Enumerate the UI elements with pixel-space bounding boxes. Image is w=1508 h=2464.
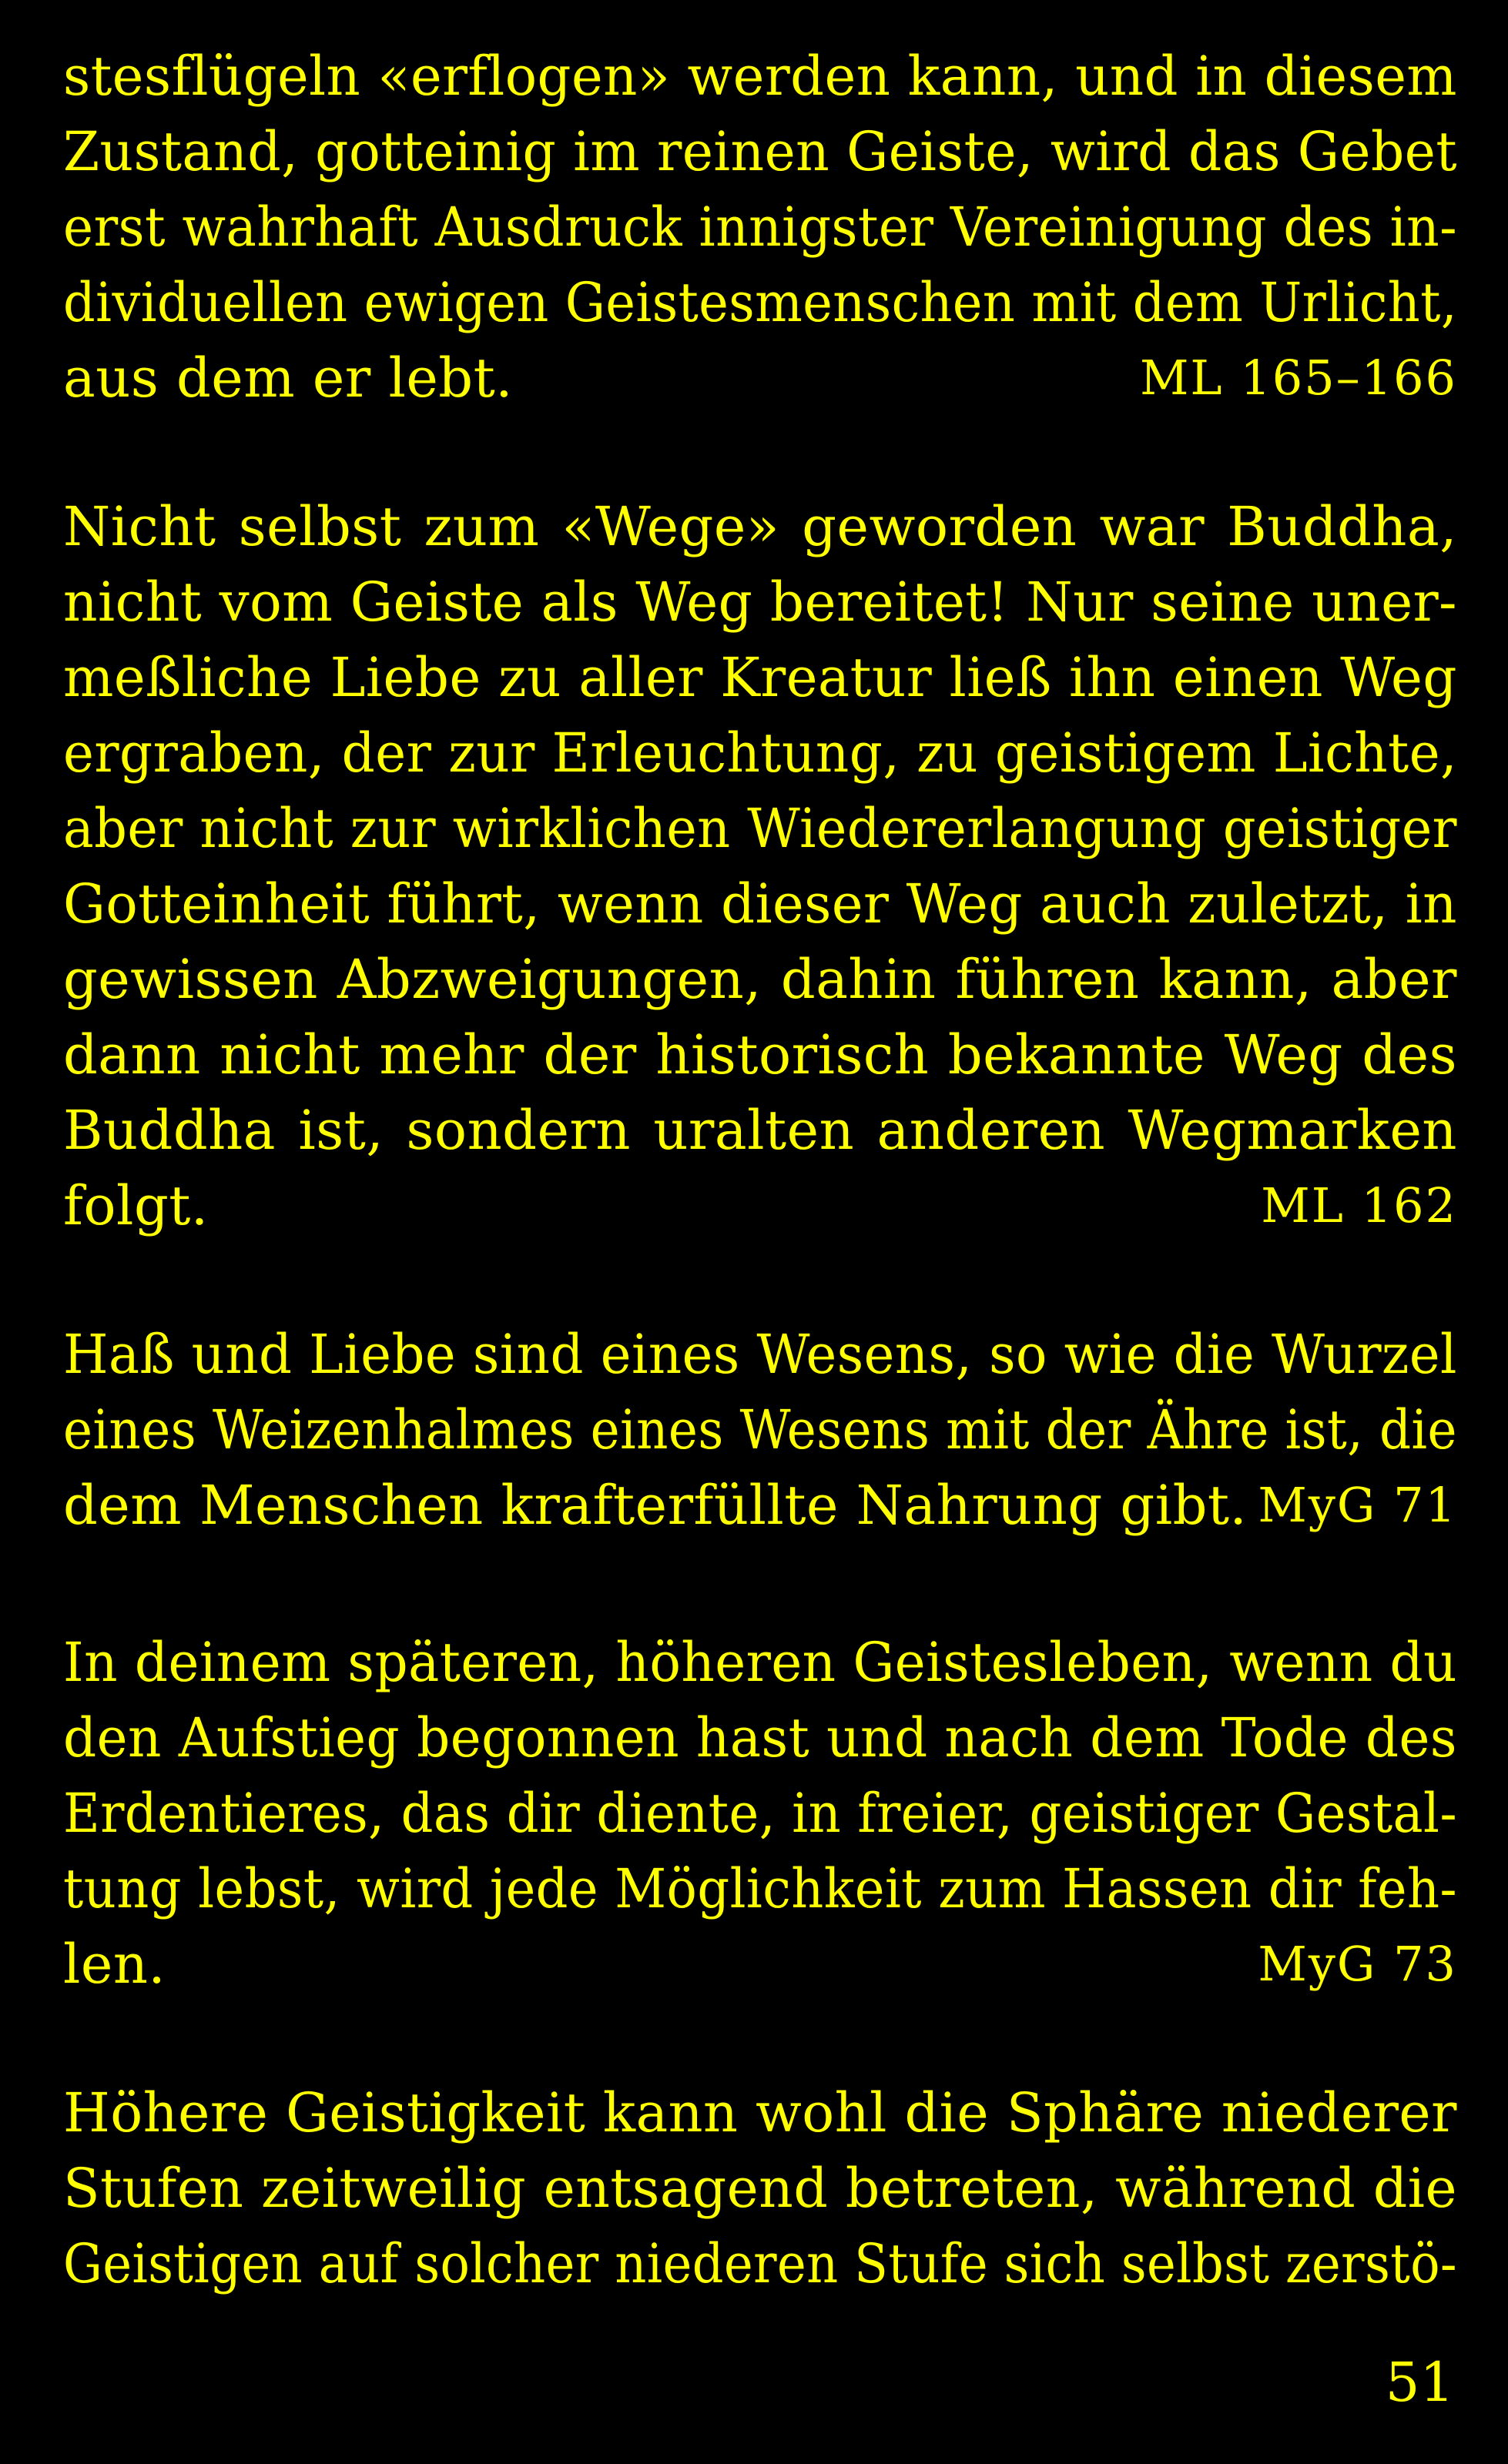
text-line: Stufen zeitweilig entsagend betreten, während die [63, 2157, 1457, 2220]
paragraph-1 [63, 38, 1457, 416]
text-line: meßliche Liebe zu aller Kreatur ließ ihn einen Weg [63, 646, 1457, 709]
text-line-last [63, 1468, 1457, 1543]
text-line: Nicht selbst zum «Wege» geworden war Buddha, [63, 495, 1457, 558]
paragraph-2 [63, 489, 1457, 1244]
text-line: Buddha ist, sondern uralten anderen Wegmarken [63, 1099, 1457, 1162]
text-line: dann nicht mehr der historisch bekannte Weg des [63, 1023, 1457, 1086]
text-line-content: folgt. [63, 1174, 209, 1237]
text-line: tung lebst, wird jede Möglichkeit zum Hassen dir feh- [63, 1857, 1457, 1920]
source-reference: ML 162 [1261, 1177, 1457, 1234]
source-reference: MyG 73 [1258, 1936, 1457, 1992]
text-line: In deinem späteren, höheren Geistesleben, wenn du [63, 1631, 1457, 1694]
text-line: nicht vom Geiste als Weg bereitet! Nur seine uner- [63, 571, 1457, 634]
text-line: Gotteinheit führt, wenn dieser Weg auch zuletzt, in [63, 872, 1457, 936]
text-line: stesflügeln «erflogen» werden kann, und in diesem [63, 45, 1457, 108]
text-line-content: len. [63, 1933, 166, 1996]
text-line-last [63, 1168, 1457, 1244]
text-line: erst wahrhaft Ausdruck innigster Vereinigung des in- [63, 196, 1457, 259]
source-reference: ML 165–166 [1139, 350, 1457, 406]
text-line: gewissen Abzweigungen, dahin führen kann, aber [63, 948, 1457, 1011]
source-reference: MyG 71 [1258, 1477, 1457, 1533]
text-line-last [63, 1927, 1457, 2002]
text-line: Haß und Liebe sind eines Wesens, so wie die Wurzel [63, 1323, 1457, 1386]
text-line: Höhere Geistigkeit kann wohl die Sphäre niederer [63, 2081, 1457, 2144]
text-line: Zustand, gotteinig im reinen Geiste, wird das Gebet [63, 120, 1457, 183]
text-line: dividuellen ewigen Geistesmenschen mit dem Urlicht, [63, 271, 1457, 334]
text-line: Geistigen auf solcher niederen Stufe sich selbst zerstö- [63, 2232, 1457, 2295]
page-number: 51 [1385, 2351, 1454, 2414]
text-line-last [63, 340, 1457, 416]
text-line: Erdentieres, das dir diente, in freier, geistiger Gestal- [63, 1782, 1457, 1845]
text-line: den Aufstieg begonnen hast und nach dem Tode des [63, 1706, 1457, 1769]
paragraph-3 [63, 1317, 1457, 1543]
text-line: aber nicht zur wirklichen Wiedererlangung geistiger [63, 797, 1457, 860]
text-line: eines Weizenhalmes eines Wesens mit der Ähre ist, die [63, 1398, 1457, 1461]
paragraph-4 [63, 1625, 1457, 2002]
text-line: ergraben, der zur Erleuchtung, zu geistigem Lichte, [63, 721, 1457, 785]
text-line-content: dem Menschen krafterfüllte Nahrung gibt. [63, 1474, 1248, 1537]
paragraph-5 [63, 2075, 1457, 2302]
text-line-content: aus dem er lebt. [63, 346, 513, 410]
